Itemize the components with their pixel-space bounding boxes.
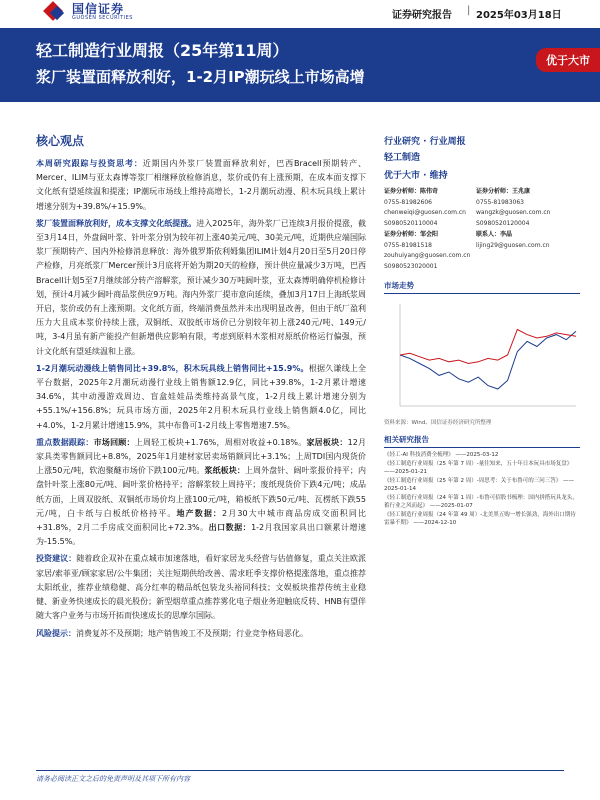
series-line-沪深300 bbox=[400, 330, 576, 364]
rating-badge: 优于大市 bbox=[536, 48, 600, 72]
para-label: 重点数据跟踪： bbox=[36, 437, 94, 447]
analyst-cert: S0980523020001 bbox=[384, 262, 438, 270]
para-text: 消费复苏不及预期；地产销售竣工不及预期；行业竞争格局恶化。 bbox=[76, 628, 308, 638]
related-list bbox=[384, 451, 580, 527]
sub-label: 出口数据： bbox=[208, 523, 252, 533]
para-label: 浆厂装置面释放利好，成本支撑文化纸提涨。 bbox=[36, 218, 197, 228]
logo-mark-icon bbox=[44, 2, 68, 22]
series-line-轻工制造 bbox=[400, 331, 576, 389]
para-tracking bbox=[36, 157, 366, 214]
industry-line: 行业研究 · 行业周报 bbox=[384, 137, 466, 147]
chart-svg bbox=[384, 298, 580, 416]
analyst-cert: S0980520110004 bbox=[384, 219, 438, 227]
core-views bbox=[36, 132, 366, 644]
sub-text: 12月家具类零售额同比+8.8%，2025年1月建材家居卖场销额同比+3.1%；上周TDI国内现货价上涨50元/吨，软泡聚醚市场价下跌100元/吨。 bbox=[36, 437, 367, 476]
para-data bbox=[36, 436, 366, 550]
related-item[interactable]: 《轻工制造行业周报（25 年第 2 周）-周思考：关于布鲁可的三问三答》 ——2025-01-14 bbox=[384, 478, 574, 492]
para-label: 1-2月潮玩动漫线上销售同比+39.8%，积木玩具线上销售同比+15.9%。 bbox=[36, 363, 309, 373]
analyst-cert: S0980520120004 bbox=[476, 219, 530, 227]
sub-label: 家居板块： bbox=[306, 437, 348, 447]
related-section-title: 相关研究报告 bbox=[384, 434, 580, 448]
analyst-email[interactable]: chenweiqi@guosen.com.cn bbox=[384, 209, 466, 216]
analyst-card bbox=[476, 230, 580, 272]
para-risk bbox=[36, 627, 366, 641]
sidebar bbox=[384, 134, 580, 528]
para-label: 风险提示： bbox=[36, 628, 76, 638]
analyst-grid bbox=[384, 187, 580, 272]
analyst-name: 证券分析师：陈伟奇 bbox=[384, 188, 439, 195]
report-title: 轻工制造行业周报（25年第11周） bbox=[36, 41, 289, 60]
sub-label: 地产数据： bbox=[176, 508, 223, 518]
logo-en: GUOSEN SECURITIES bbox=[72, 15, 133, 21]
para-text: 近期国内外浆厂装置面释放利好，巴西Bracell预期转产、Mercer、ILIM与亚太森博等浆厂相继释放检修消息，浆价或仍有上涨预期，在成本面支撑下文化纸有望延续温和提涨；IP潮玩市场线上维持高增长，1-2月潮玩动漫、积木玩具线上累计增速分别为+39.8%/+15.9%。 bbox=[36, 159, 366, 211]
logo-cn: 国信证券 bbox=[72, 2, 125, 16]
analyst-email[interactable]: lijing29@guosen.com.cn bbox=[476, 241, 550, 249]
sub-text: 1-2月我国家具出口额累计增速为-15.5%。 bbox=[36, 523, 366, 547]
market-section-title: 市场走势 bbox=[384, 280, 580, 294]
footer-disclaimer: 请务必阅读正文之后的免责声明及其项下所有内容 bbox=[36, 775, 190, 783]
sub-text: 2月30大中城市商品房成交面积同比+31.8%，2月二手房成交面积同比+72.3%。 bbox=[36, 508, 366, 533]
para-pulp bbox=[36, 217, 366, 359]
section-title: 核心观点 bbox=[36, 134, 85, 148]
rating-line: 优于大市 · 维持 bbox=[384, 171, 448, 181]
market-chart bbox=[384, 298, 580, 416]
para-text: 进入2025年，海外浆厂已连续3月报价提涨，截至3月14日，外盘阔叶浆、针叶浆分别为较年初上涨40美元/吨、30美元/吨，近期供应端国际浆厂预期转产、国内外检修消息释放：海外俄罗斯依利姆集团ILIM计划4月20日至5月20日停产检修，月亮纸浆厂Mercer预计3月底将开始为期20天的检修，预计供应量减少3万吨，巴西Bracell计划5至7月继续部分转产溶解浆，预计减少30万吨阔叶浆，亚太森博明确停机检修计划，预计4月减少阔叶商品浆供应9万吨。海内外浆厂提市意向延续，叠加3月17日上海纸浆周开启，浆价或仍有上涨预期。文化纸方面，终端消费虽然并未出现明显改善，但由于纸厂盈利压力大且成本浆价持续上涨，双铜纸、双胶纸市场价已分别较年初上涨240元/吨、149元/吨，3-4月虽有新产能投产但新增供应影响有限，考虑到原料木浆相对原纸价格运行偏强，预计文化纸有望延续温和上涨。 bbox=[36, 218, 366, 356]
report-type: 证券研究报告 bbox=[392, 10, 452, 21]
related-item[interactable]: 《轻工制造行业周报（24 年第 49 周）-北美黑五购一增长强劲，海外出口期待雷暴不期》 ——2024-12-10 bbox=[384, 512, 576, 526]
analyst-email[interactable]: wangzk@guosen.com.cn bbox=[476, 209, 551, 216]
para-label: 投资建议： bbox=[36, 554, 77, 564]
para-toys bbox=[36, 362, 366, 433]
analyst-name: 证券分析师：邹会阳 bbox=[384, 231, 439, 238]
logo bbox=[44, 2, 133, 22]
analyst-email[interactable]: zouhuiyang@guosen.com.cn bbox=[384, 252, 471, 259]
related-item[interactable]: 《轻工-AI 科技消费全梳理》 ——2025-03-12 bbox=[384, 452, 499, 458]
chart-source: 资料来源：Wind、国信证券经济研究所整理 bbox=[384, 420, 492, 426]
header-separator: | bbox=[467, 5, 471, 16]
analyst-name: 联系人：李晶 bbox=[476, 231, 513, 238]
sub-label: 市场回顾： bbox=[93, 437, 135, 447]
top-bar bbox=[0, 0, 600, 28]
analyst-name: 证券分析师：王兆康 bbox=[476, 188, 531, 195]
para-text: 根据久谦线上全平台数据，2025年2月潮玩动漫行业线上销售额12.9亿，同比+39.8%，1-2月累计增速34.6%，其中动漫游戏周边、盲盒娃娃品类维持高景气度，1-2月线上累计增速分别为+55.1%/+156.8%；玩具市场方面，2025年2月积木玩具行业线上销售额4.0亿，同比+4.0%，1-2月累计增速15.9%，其中布鲁可1-2月线上零售增速7.5%。 bbox=[36, 363, 366, 430]
sub-label: 浆纸板块： bbox=[204, 466, 245, 476]
analyst-card bbox=[384, 230, 476, 272]
sub-text: 上周轻工板块+1.76%，周相对收益+0.18%。 bbox=[134, 437, 307, 447]
report-subtitle: 浆厂装置面释放利好，1-2月IP潮玩线上市场高增 bbox=[36, 68, 365, 86]
analyst-phone: 0755-81983063 bbox=[476, 198, 524, 206]
analyst-card bbox=[384, 187, 476, 229]
analyst-phone: 0755-81981518 bbox=[384, 241, 432, 249]
para-invest bbox=[36, 552, 366, 623]
report-date: 2025年03月18日 bbox=[476, 10, 562, 21]
footer-divider bbox=[36, 770, 564, 771]
para-label: 本周研究跟踪与投资思考： bbox=[36, 159, 143, 168]
para-text: 随着政企双补在重点城市加速落地，看好家居龙头经营与估值修复，重点关注欧派家居/索菲亚/顾家家居/公牛集团；关注短期供给改善、需求旺季支撑价格提涨落地，重点推荐太阳纸业，推荐业绩稳健、高分红率的精品纸包装龙头裕同科技；文娱板块推荐传统主业稳健、新业务快速成长的晨光股份；新型烟草重点推荐雾化电子烟业务迎触底反转、HNB有望伴随大客户业务与市场开拓而快速成长的思摩尔国际。 bbox=[36, 554, 366, 621]
related-item[interactable]: 《轻工制造行业周报（24 年第 1 周）-布鲁可招股书梳理：国内拼搭玩具龙头，蓄行业之风而起》 ——2025-01-07 bbox=[384, 495, 578, 509]
related-item[interactable]: 《轻工制造行业周报（25 年第 7 周）-量往知来，五十年日本玩具市场复盘》 ——2025-01-21 bbox=[384, 461, 573, 475]
sector-name: 轻工制造 bbox=[384, 153, 421, 163]
sub-text: 上周外盘针、阔叶浆报价持平；内盘针叶浆上涨80元/吨、阔叶浆价格持平；溶解浆较上周持平；废纸现货价下跌4元/吨；成品纸方面，上周双胶纸、双铜纸市场价均上涨100元/吨，箱板纸下跌50元/吨、瓦楞纸下跌55元/吨，白卡纸与白板纸价格持平。 bbox=[36, 466, 367, 518]
analyst-card bbox=[476, 187, 580, 229]
analyst-phone: 0755-81982606 bbox=[384, 198, 432, 206]
